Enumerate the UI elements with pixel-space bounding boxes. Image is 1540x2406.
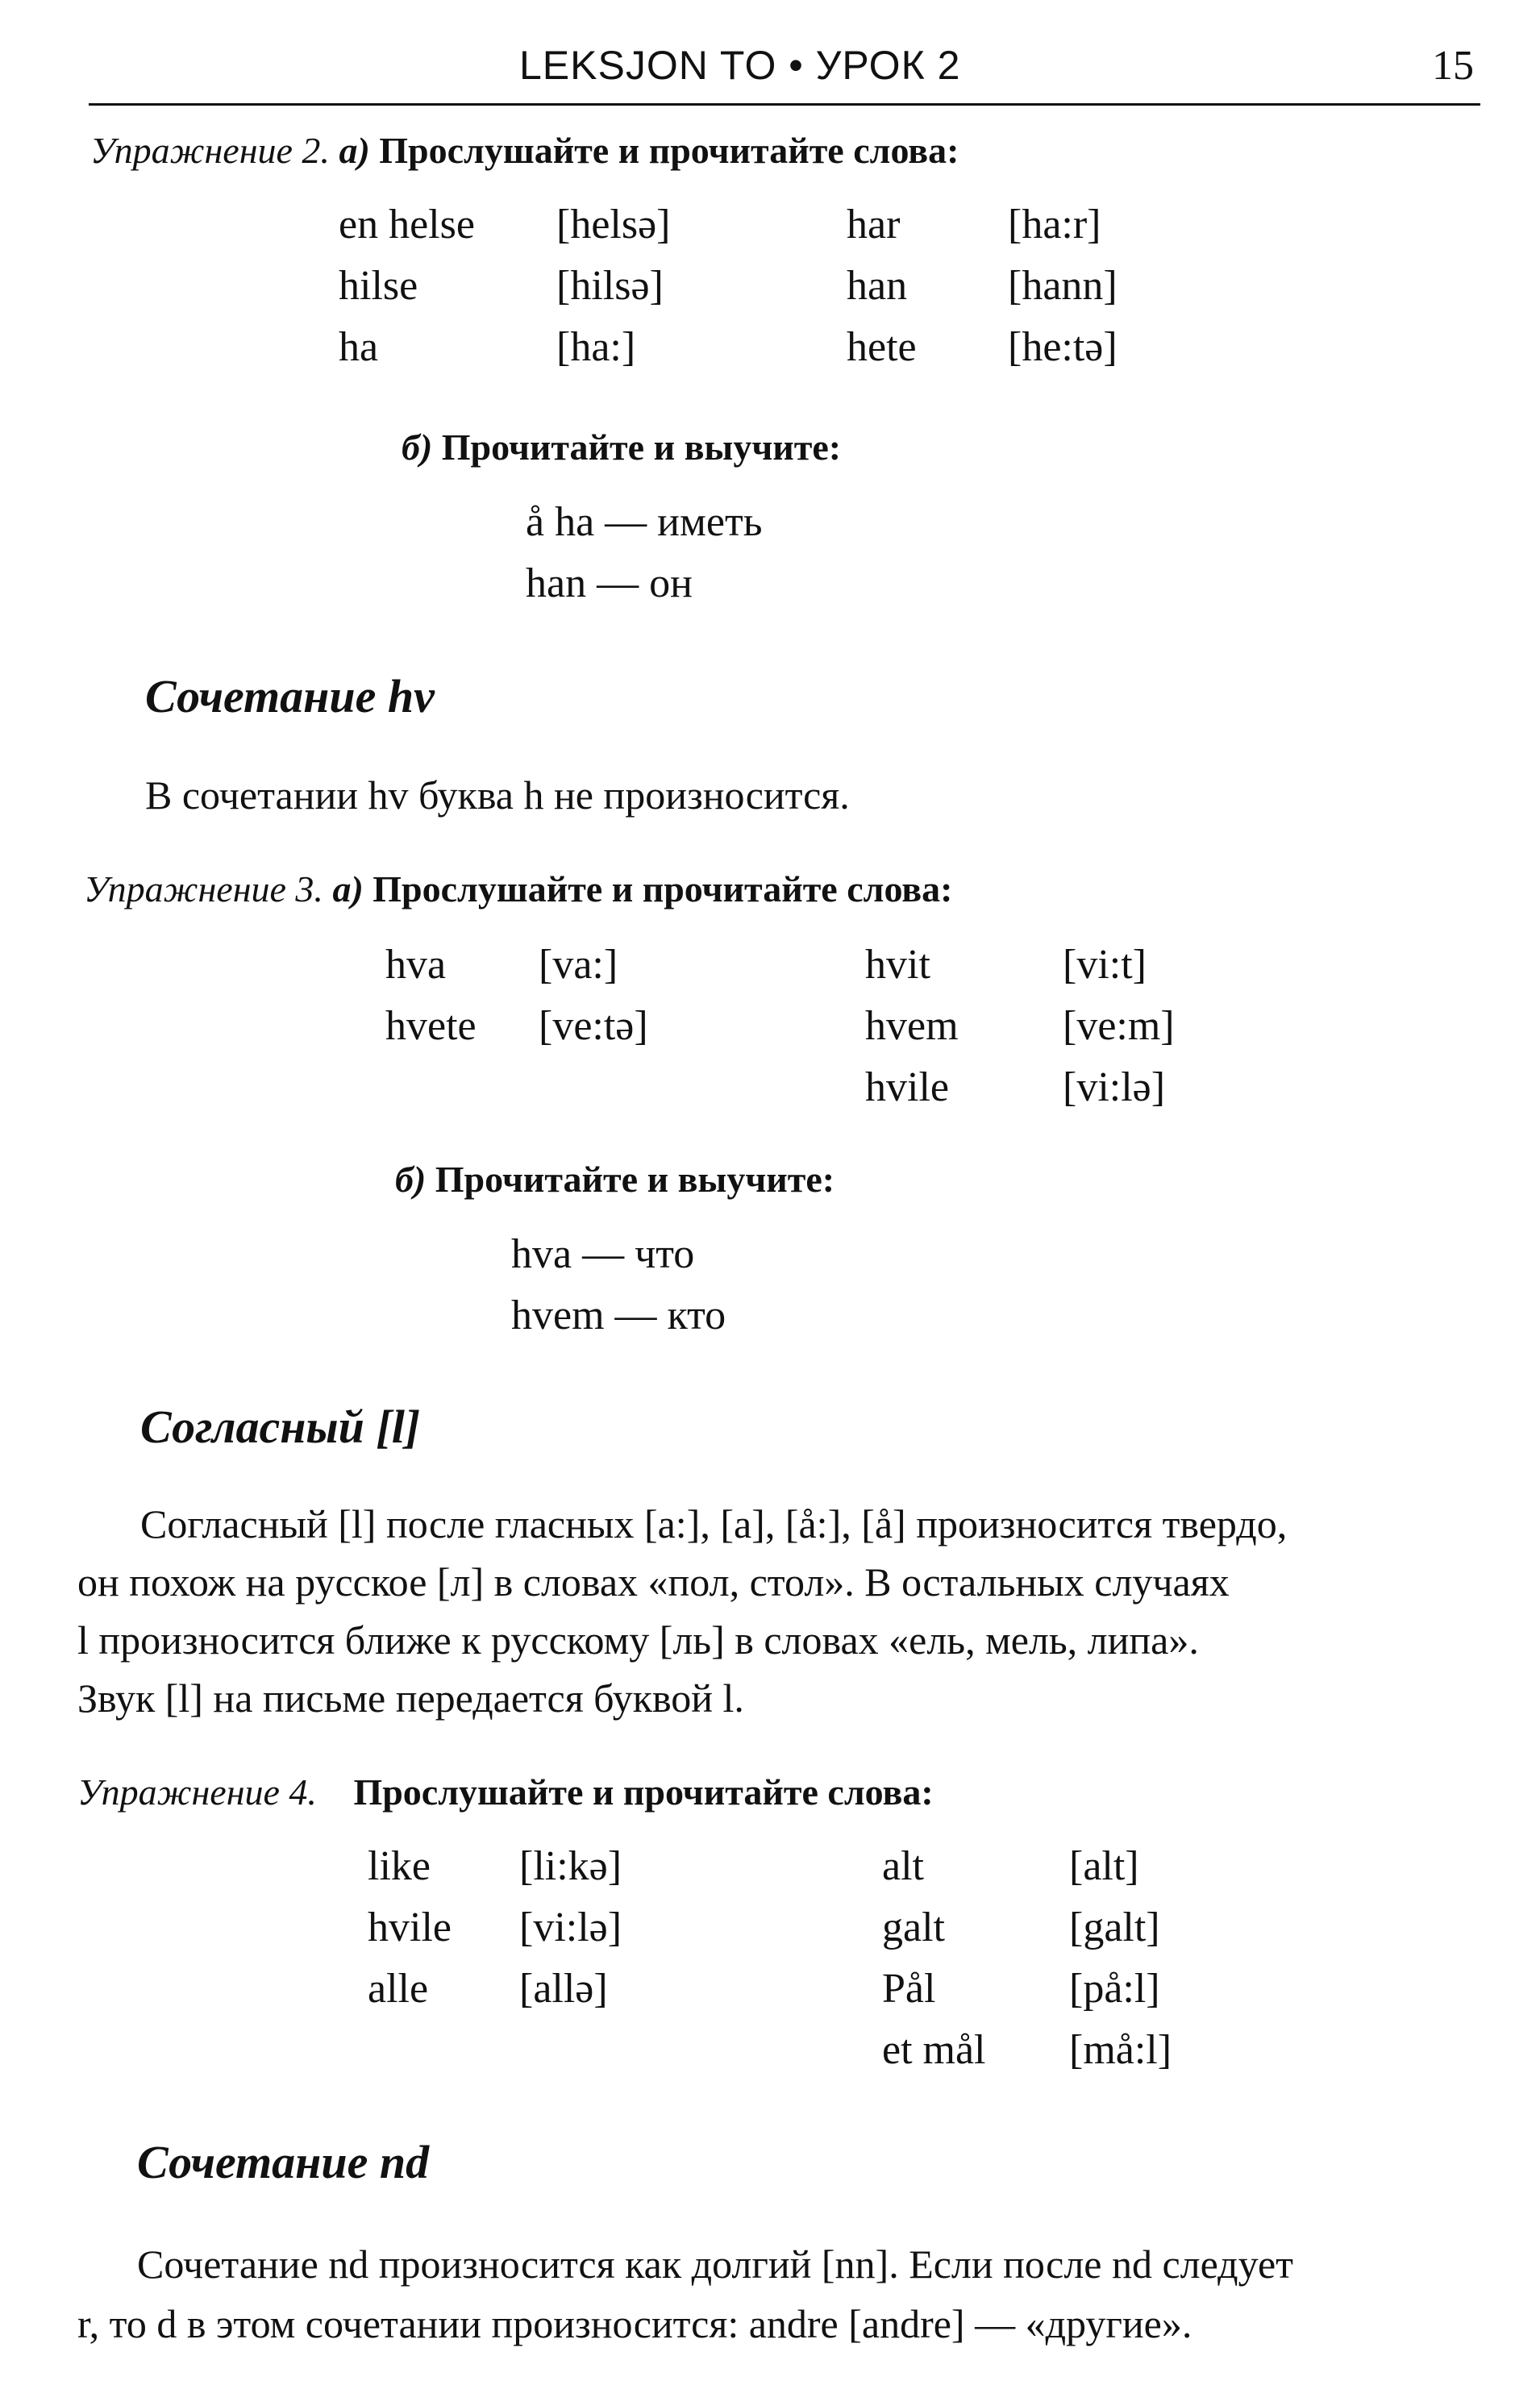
section-hv-text: В сочетании hv буква h не произносится. [145, 772, 850, 818]
header-rule [89, 103, 1480, 106]
word: Pål [882, 1965, 936, 2012]
vocab-item: å ha — иметь [526, 499, 763, 545]
transcription: [helsə] [556, 201, 671, 248]
table-row [368, 2019, 1230, 2080]
transcription: [på:l] [1069, 1965, 1160, 2012]
transcription: [galt] [1069, 1904, 1160, 1950]
word: hvem [865, 1002, 959, 1049]
exercise-2-heading [90, 129, 959, 172]
word: alle [368, 1965, 429, 2012]
transcription: [va:] [539, 941, 618, 988]
word: han [847, 262, 908, 309]
exercise-2-label: Упражнение 2. [90, 130, 330, 171]
table-row [385, 1056, 1224, 1118]
transcription: [hann] [1008, 262, 1118, 309]
exercise-4-instruction: Прослушайте и прочитайте слова: [353, 1771, 934, 1813]
table-row [368, 1896, 1230, 1958]
transcription: [li:kə] [519, 1842, 622, 1889]
vocab-item: hva — что [511, 1231, 695, 1277]
word: har [847, 201, 901, 248]
exercise-4-heading [77, 1771, 934, 1813]
word: hilse [339, 262, 418, 309]
exercise-3-vocab [511, 1224, 726, 1347]
page-number: 15 [1432, 43, 1474, 89]
word: hvile [368, 1904, 452, 1950]
exercise-3-part-b-heading [395, 1158, 835, 1201]
transcription: [ha:] [556, 323, 636, 370]
transcription: [alt] [1069, 1842, 1139, 1889]
exercise-2-part-a-label: а) [339, 130, 370, 171]
transcription: [vi:lə] [519, 1904, 622, 1950]
exercise-3-word-table [385, 934, 1224, 1118]
transcription: [vi:lə] [1063, 1064, 1166, 1110]
table-row [339, 255, 1169, 316]
word: ha [339, 323, 379, 370]
exercise-2-vocab [526, 492, 762, 614]
word: hvete [385, 1002, 477, 1049]
word: like [368, 1842, 431, 1889]
exercise-4-label: Упражнение 4. [77, 1771, 317, 1813]
running-header: LEKSJON TO • УРОК 2 [519, 43, 961, 88]
section-nd-line: Сочетание nd произносится как долгий [nn]. Если после nd следует [137, 2242, 1293, 2287]
table-row [368, 1958, 1230, 2019]
exercise-3-heading [84, 868, 952, 910]
exercise-3-part-b-label: б) [395, 1159, 427, 1200]
vocab-item: han — он [526, 560, 693, 606]
table-row [339, 316, 1169, 377]
word: alt [882, 1842, 924, 1889]
exercise-2-part-b-instruction: Прочитайте и выучите: [441, 427, 842, 468]
exercise-2-word-table [339, 194, 1169, 377]
section-title-l: Согласный [l] [140, 1401, 421, 1453]
exercise-3-part-b-instruction: Прочитайте и выучите: [435, 1159, 835, 1200]
transcription: [he:tə] [1008, 323, 1118, 370]
section-l-line: он похож на русское [л] в словах «пол, стол». В остальных случаях [77, 1559, 1230, 1605]
transcription: [vi:t] [1063, 941, 1147, 988]
section-l-line: Звук [l] на письме передается буквой l. [77, 1675, 744, 1721]
word [385, 1056, 539, 1118]
section-l-line: Согласный [l] после гласных [a:], [a], [å:], [å] произносится твердо, [140, 1501, 1288, 1546]
section-title-nd: Сочетание nd [137, 2136, 430, 2188]
exercise-3-label: Упражнение 3. [84, 868, 323, 910]
transcription: [allə] [519, 1965, 608, 2012]
exercise-3-instruction: Прослушайте и прочитайте слова: [373, 868, 953, 910]
word: hvit [865, 941, 930, 988]
section-title-hv: Сочетание hv [145, 670, 435, 722]
word [368, 2019, 519, 2080]
word: hva [385, 941, 447, 988]
section-nd-line: r, то d в этом сочетании произносится: andre [andre] — «другие». [77, 2301, 1192, 2346]
word: hvile [865, 1064, 949, 1110]
transcription: [ha:r] [1008, 201, 1101, 248]
exercise-2-part-b-heading [402, 426, 841, 468]
word: et mål [882, 2026, 986, 2073]
section-l-line: l произносится ближе к русскому [ль] в словах «ель, мель, липа». [77, 1617, 1199, 1663]
transcription [519, 2019, 882, 2080]
vocab-item: hvem — кто [511, 1292, 726, 1338]
transcription: [ve:tə] [539, 1002, 648, 1049]
transcription: [hilsə] [556, 262, 664, 309]
transcription: [ve:m] [1063, 1002, 1175, 1049]
word: en helse [339, 201, 475, 248]
exercise-4-word-table [368, 1835, 1230, 2080]
transcription: [må:l] [1069, 2026, 1172, 2073]
exercise-3-part-a-label: а) [332, 868, 364, 910]
table-row [385, 934, 1224, 995]
transcription [539, 1056, 865, 1118]
table-row [339, 194, 1169, 255]
table-row [368, 1835, 1230, 1896]
exercise-2-part-b-label: б) [402, 427, 433, 468]
exercise-2-instruction: Прослушайте и прочитайте слова: [379, 130, 959, 171]
table-row [385, 995, 1224, 1056]
word: galt [882, 1904, 945, 1950]
word: hete [847, 323, 917, 370]
